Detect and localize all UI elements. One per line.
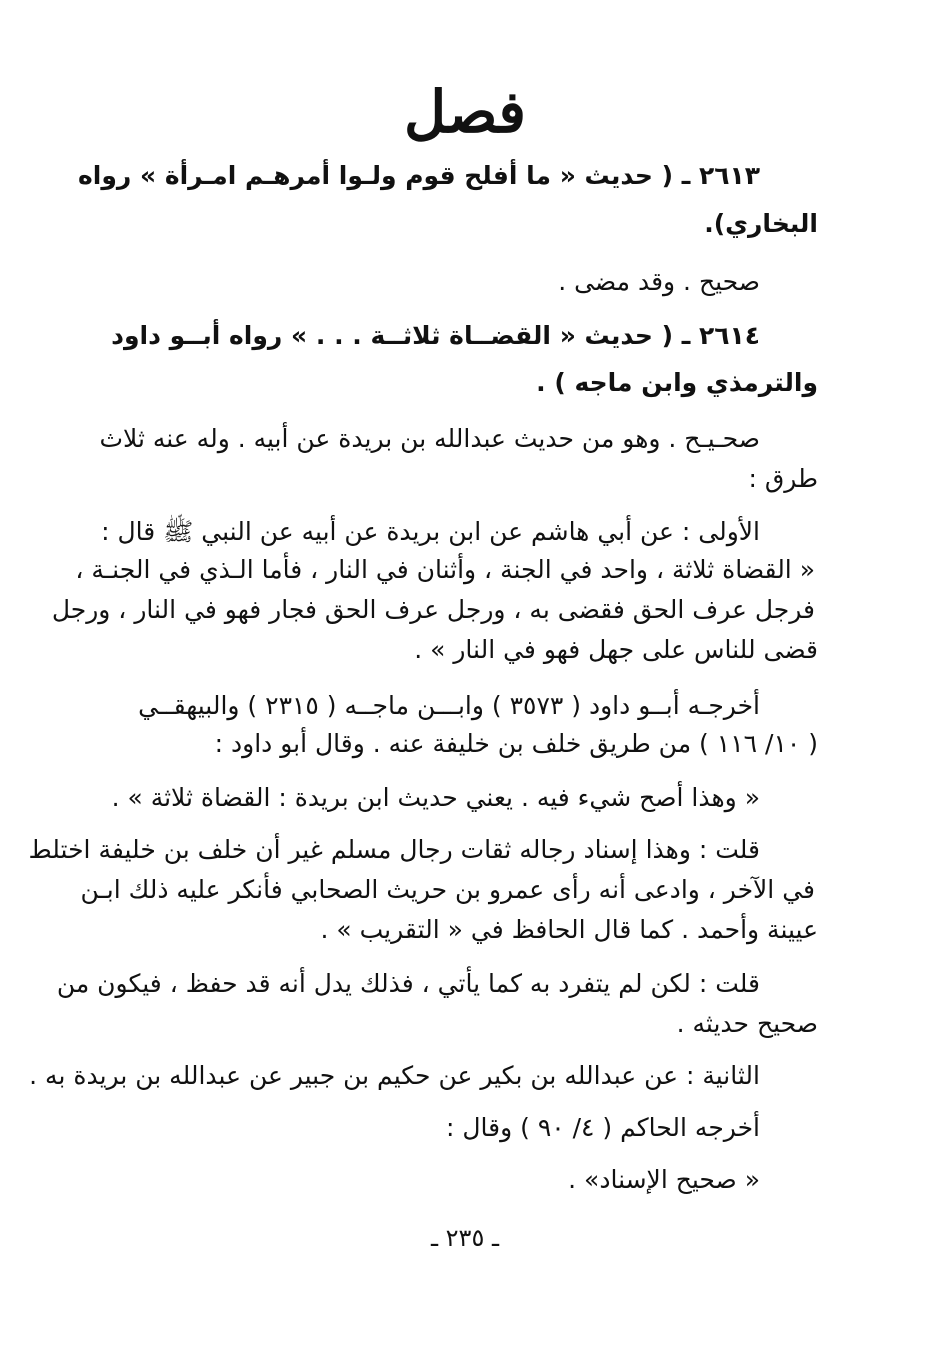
route-1-intro: الأولى : عن أبي هاشم عن ابن بريدة عن أبيه عن النبي ﷺ قال :: [101, 517, 760, 546]
hakim-grade-quote: « صحيح الإسناد» .: [568, 1165, 760, 1194]
hadith-2614-line-1: ٢٦١٤ ـ ( حديث « القضــاة ثلاثــة . . . » رواه أبــو داود: [111, 321, 760, 350]
grade-2614-line-2: طرق :: [748, 464, 818, 493]
route-2: الثانية : عن عبدالله بن بكير عن حكيم بن جبير عن عبدالله بن بريدة به .: [29, 1061, 760, 1090]
hadith-2614-line-2: والترمذي وابن ماجه ) .: [536, 368, 818, 397]
route-1-line-2: « القضاة ثلاثة ، واحد في الجنة ، وأثنان في النار ، فأما الـذي في الجنـة ،: [75, 555, 815, 584]
grade-2613: صحيح . وقد مضى .: [558, 267, 760, 296]
comment-1-line-3: عيينة وأحمد . كما قال الحافظ في « التقريب » .: [320, 915, 818, 944]
takhrij-1-line-2: ( ١٠/ ١١٦ ) من طريق خلف بن خليفة عنه . وقال أبو داود :: [214, 729, 818, 758]
hadith-2613-line-1: ٢٦١٣ ـ ( حديث « ما أفلح قوم ولـوا أمرهـم امـرأة » رواه: [78, 161, 760, 190]
takhrij-hakim: أخرجه الحاكم ( ٤/ ٩٠ ) وقال :: [445, 1113, 760, 1142]
comment-2-line-2: صحيح حديثه .: [676, 1009, 818, 1038]
page-number: ـ ٢٣٥ ـ: [430, 1224, 499, 1252]
takhrij-1-line-1: أخرجـه أبــو داود ( ٣٥٧٣ ) وابـــن ماجــه ( ٢٣١٥ ) والبيهقــي: [138, 691, 760, 720]
comment-2-line-1: قلت : لكن لم يتفرد به كما يأتي ، فذلك يدل أنه قد حفظ ، فيكون من: [56, 969, 760, 998]
comment-1-line-2: في الآخر ، وادعى أنه رأى عمرو بن حريث الصحابي فأنكر عليه ذلك ابـن: [80, 875, 815, 904]
route-1-line-4: قضى للناس على جهل فهو في النار » .: [414, 635, 818, 664]
hadith-2613-line-2: البخاري).: [704, 209, 818, 238]
section-heading: فصل: [404, 78, 526, 146]
comment-1-line-1: قلت : وهذا إسناد رجاله ثقات رجال مسلم غير أن خلف بن خليفة اختلط: [28, 835, 760, 864]
route-1-line-3: فرجل عرف الحق فقضى به ، ورجل عرف الحق فجار فهو في النار ، ورجل: [51, 595, 815, 624]
grade-2614-line-1: صحـيـح . وهو من حديث عبدالله بن بريدة عن أبيه . وله عنه ثلاث: [99, 424, 760, 453]
abu-dawud-quote: « وهذا أصح شيء فيه . يعني حديث ابن بريدة : القضاة ثلاثة » .: [111, 783, 760, 812]
